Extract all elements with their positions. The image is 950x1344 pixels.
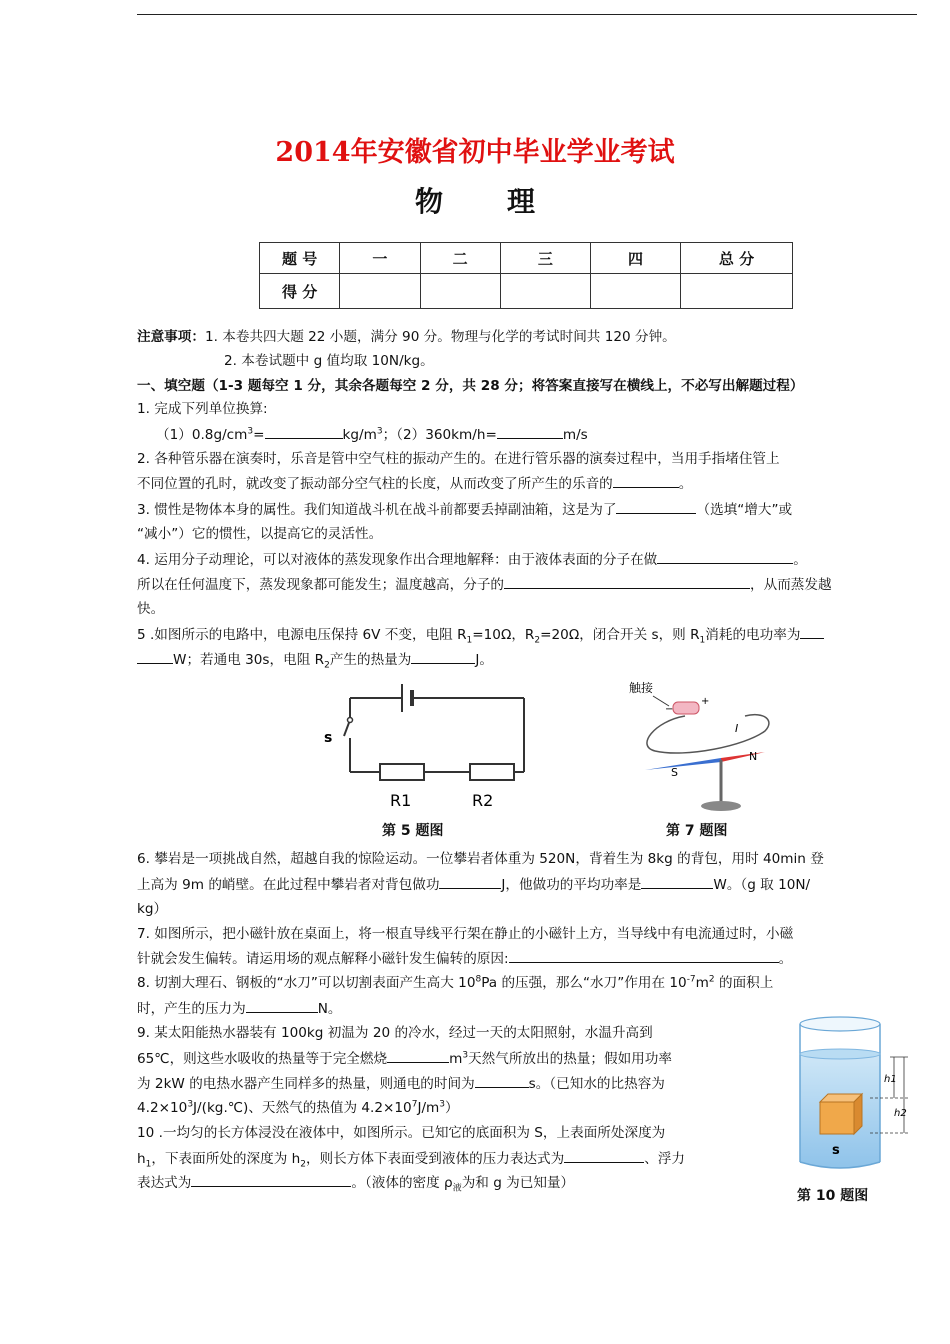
q8-sup: 2 bbox=[708, 974, 715, 985]
q5-sub: 1 bbox=[466, 635, 473, 646]
liquid-surface bbox=[800, 1049, 880, 1059]
score-cell bbox=[500, 274, 590, 309]
question-1-line-1: 1. 完成下列单位换算: bbox=[137, 401, 268, 417]
q7-text: 针就会发生偏转。请运用场的观点解释小磁针发生偏转的原因: bbox=[137, 951, 509, 967]
q10-sub: 2 bbox=[300, 1159, 306, 1170]
figure-7-compass bbox=[625, 676, 785, 816]
q7-text: 。 bbox=[778, 951, 793, 967]
switch-contact bbox=[348, 718, 353, 723]
q5-text: =10Ω，R bbox=[472, 627, 535, 643]
resistor-r2 bbox=[470, 764, 514, 780]
touch-label: 触接 bbox=[629, 681, 654, 695]
q8-text: 时，产生的压力为 bbox=[137, 1001, 246, 1017]
question-8-line-2 bbox=[137, 998, 342, 1019]
q5-text: J。 bbox=[475, 652, 493, 668]
score-cell bbox=[420, 274, 500, 309]
score-header-cell: 题 号 bbox=[260, 243, 340, 274]
score-header-cell: 二 bbox=[420, 243, 500, 274]
q5-text: 消耗的电功率为 bbox=[705, 627, 801, 643]
question-4-line-1 bbox=[137, 549, 807, 570]
q4-text: 所以在任何温度下，蒸发现象都可能发生；温度越高，分子的 bbox=[137, 577, 505, 593]
score-cell bbox=[681, 274, 793, 309]
current-label: I bbox=[735, 722, 739, 735]
question-3-line-2: “减小”）它的惯性，以提高它的灵活性。 bbox=[137, 526, 383, 542]
south-label: S bbox=[671, 766, 678, 779]
top-rule bbox=[137, 14, 917, 15]
notes-item-1: 1. 本卷共四大题 22 小题，满分 90 分。物理与化学的考试时间共 120 分钟。 bbox=[204, 329, 676, 345]
q6-text: J，他做功的平均功率是 bbox=[501, 877, 642, 893]
wire-loop bbox=[647, 715, 769, 753]
score-table-header-row bbox=[260, 243, 793, 274]
score-table bbox=[259, 242, 793, 309]
figure-10-caption: 第 10 题图 bbox=[797, 1188, 869, 1204]
question-9-line-4 bbox=[137, 1098, 459, 1118]
q1-answer-blank-2[interactable] bbox=[497, 424, 563, 439]
q9-text: ） bbox=[445, 1100, 459, 1116]
q6-text: W。（g 取 10N/ bbox=[713, 877, 811, 893]
question-9-line-3 bbox=[137, 1073, 665, 1094]
score-cell bbox=[590, 274, 680, 309]
q4-text: 。 bbox=[793, 552, 807, 568]
score-row-label: 得 分 bbox=[260, 274, 340, 309]
q5-sub: 2 bbox=[534, 635, 541, 646]
h1-label: h1 bbox=[884, 1074, 897, 1085]
area-label: s bbox=[832, 1143, 840, 1158]
q10-text: 表达式为 bbox=[137, 1175, 192, 1191]
figure-7-caption: 第 7 题图 bbox=[666, 823, 728, 839]
q8-text: Pa 的压强，那么“水刀”作用在 10 bbox=[481, 975, 687, 991]
q10-text: 为和 g 为已知量） bbox=[461, 1175, 575, 1191]
score-header-cell: 一 bbox=[340, 243, 420, 274]
q10-answer-blank-2[interactable] bbox=[191, 1172, 351, 1187]
q5-text: =20Ω，闭合开关 s，则 R bbox=[540, 627, 700, 643]
q6-answer-blank-1[interactable] bbox=[439, 874, 501, 889]
score-header-cell: 总 分 bbox=[681, 243, 793, 274]
question-4-line-2 bbox=[137, 574, 832, 595]
q3-text: （选填“增大”或 bbox=[696, 502, 793, 518]
q10-sub: 液 bbox=[452, 1183, 462, 1194]
question-8-line-1 bbox=[137, 973, 773, 993]
score-header-cell: 三 bbox=[500, 243, 590, 274]
q1-sup: 3 bbox=[376, 426, 383, 437]
resistor-r1 bbox=[380, 764, 424, 780]
q8-text: 8. 切割大理石、钢板的“水刀”可以切割表面产生高大 10 bbox=[137, 975, 476, 991]
q9-text: J/m bbox=[417, 1100, 440, 1116]
q8-answer-blank[interactable] bbox=[246, 998, 318, 1013]
q5-sub: 2 bbox=[324, 660, 330, 671]
needle-north bbox=[721, 752, 765, 762]
question-9-line-1: 9. 某太阳能热水器装有 100kg 初温为 20 的冷水，经过一天的太阳照射，水温升高到 bbox=[137, 1025, 653, 1041]
q10-text: 、浮力 bbox=[644, 1151, 686, 1167]
q8-sup: -7 bbox=[686, 974, 696, 985]
q6-answer-blank-2[interactable] bbox=[641, 874, 713, 889]
subject-char-2: 理 bbox=[507, 185, 536, 218]
switch-label: s bbox=[324, 730, 333, 746]
q1-text: = bbox=[253, 427, 265, 443]
q4-answer-blank-2[interactable] bbox=[504, 574, 750, 589]
q10-text: ，下表面所处的深度为 h bbox=[151, 1151, 301, 1167]
question-2-line-1: 2. 各种管乐器在演奏时，乐音是管中空气柱的振动产生的。在进行管乐器的演奏过程中，当用手指堵住管上 bbox=[137, 451, 780, 467]
question-7-line-1: 7. 如图所示，把小磁针放在桌面上，将一根直导线平行架在静止的小磁针上方，当导线中有电流通过时，小磁 bbox=[137, 926, 794, 942]
q1-sup: 3 bbox=[247, 426, 254, 437]
block-front bbox=[820, 1102, 854, 1134]
q5-text: W；若通电 30s，电阻 R bbox=[173, 652, 325, 668]
q9-text: 天然气所放出的热量；假如用功率 bbox=[468, 1051, 672, 1067]
q10-sub: 1 bbox=[145, 1159, 152, 1170]
q10-text: 。（液体的密度 ρ bbox=[351, 1175, 453, 1191]
minus-label: − bbox=[665, 704, 674, 715]
q3-answer-blank[interactable] bbox=[616, 499, 696, 514]
q9-text: m bbox=[449, 1051, 463, 1067]
figure-10-beaker bbox=[790, 1012, 920, 1192]
q1-text: ；（2）360km/h= bbox=[382, 427, 497, 443]
notes-label: 注意事项： bbox=[137, 329, 205, 345]
battery-icon bbox=[673, 702, 699, 714]
q9-answer-blank-2[interactable] bbox=[475, 1073, 529, 1088]
q5-text: 5 .如图所示的电路中，电源电压保持 6V 不变，电阻 R bbox=[137, 627, 467, 643]
figure-5-caption: 第 5 题图 bbox=[382, 823, 444, 839]
q6-text: 上高为 9m 的峭壁。在此过程中攀岩者对背包做功 bbox=[137, 877, 440, 893]
q2-answer-blank[interactable] bbox=[613, 473, 679, 488]
q5-answer-blank-1b[interactable] bbox=[137, 649, 173, 664]
beaker-rim bbox=[800, 1017, 880, 1031]
question-9-line-2 bbox=[137, 1048, 672, 1069]
q5-sub: 1 bbox=[699, 635, 706, 646]
q2-text: 。 bbox=[678, 476, 693, 492]
r1-label: R1 bbox=[390, 791, 412, 810]
q2-text: 不同位置的孔时，就改变了振动部分空气柱的长度，从而改变了所产生的乐音的 bbox=[137, 476, 613, 492]
compass-base bbox=[701, 801, 741, 811]
subject-title bbox=[0, 180, 950, 220]
q9-text: 为 2kW 的电热水器产生同样多的热量，则通电的时间为 bbox=[137, 1076, 475, 1092]
question-7-line-2 bbox=[137, 948, 792, 969]
question-3-line-1 bbox=[137, 499, 792, 520]
question-2-line-2 bbox=[137, 473, 692, 494]
q1-answer-blank-1[interactable] bbox=[265, 424, 343, 439]
question-1-line-2 bbox=[156, 424, 588, 445]
q9-sup: 3 bbox=[187, 1099, 194, 1110]
q8-text: 的面积上 bbox=[714, 975, 774, 991]
q9-sup: 3 bbox=[462, 1050, 469, 1061]
q9-text: 4.2×10 bbox=[137, 1100, 188, 1116]
notes-item-2: 2. 本卷试题中 g 值均取 10N/kg。 bbox=[224, 353, 434, 369]
score-table-score-row bbox=[260, 274, 793, 309]
subject-char-1: 物 bbox=[414, 185, 443, 218]
q1-text: （1）0.8g/cm bbox=[156, 427, 248, 443]
h2-label: h2 bbox=[894, 1108, 907, 1119]
q9-sup: 3 bbox=[439, 1099, 446, 1110]
q8-text: N。 bbox=[317, 1001, 342, 1017]
section-1-heading: 一、填空题（1-3 题每空 1 分，其余各题每空 2 分，共 28 分；将答案直接写在横线上，不必写出解题过程） bbox=[137, 378, 804, 394]
score-header-cell: 四 bbox=[590, 243, 680, 274]
question-4-line-3: 快。 bbox=[137, 601, 165, 617]
question-10-line-2 bbox=[137, 1148, 685, 1169]
q8-sup: 8 bbox=[475, 974, 482, 985]
north-label: N bbox=[749, 750, 758, 763]
q1-text: m/s bbox=[562, 427, 588, 443]
needle-south bbox=[645, 758, 721, 770]
q9-text: s。（已知水的比热容为 bbox=[528, 1076, 665, 1092]
q4-answer-blank-1[interactable] bbox=[657, 549, 793, 564]
question-6-line-2 bbox=[137, 874, 810, 895]
q9-text: J/(kg.℃)、天然气的热值为 4.2×10 bbox=[193, 1100, 412, 1116]
q3-text: 3. 惯性是物体本身的属性。我们知道战斗机在战斗前都要丢掉副油箱，这是为了 bbox=[137, 502, 617, 518]
figure-5-circuit bbox=[310, 676, 550, 816]
q5-text: 产生的热量为 bbox=[329, 652, 412, 668]
question-6-line-1: 6. 攀岩是一项挑战自然，超越自我的惊险运动。一位攀岩者体重为 520N，背着生为 8kg 的背包，用时 40min 登 bbox=[137, 851, 824, 867]
q10-answer-blank-1[interactable] bbox=[564, 1148, 644, 1163]
q4-text: 4. 运用分子动理论，可以对液体的蒸发现象作出合理地解释：由于液体表面的分子在做 bbox=[137, 552, 658, 568]
q10-text: h bbox=[137, 1151, 146, 1167]
question-5-line-2 bbox=[137, 649, 493, 670]
q5-answer-blank-2[interactable] bbox=[411, 649, 475, 664]
q9-text: 65℃，则这些水吸收的热量等于完全燃烧 bbox=[137, 1051, 388, 1067]
q9-sup: 7 bbox=[411, 1099, 418, 1110]
plus-label: + bbox=[701, 696, 710, 707]
q9-answer-blank-1[interactable] bbox=[387, 1048, 449, 1063]
q4-text: ，从而蒸发越 bbox=[750, 577, 832, 593]
question-10-line-1: 10 .一均匀的长方体浸没在液体中，如图所示。已知它的底面积为 S，上表面所处深度为 bbox=[137, 1125, 666, 1141]
notes-line-1 bbox=[137, 327, 676, 347]
question-10-line-3 bbox=[137, 1172, 574, 1193]
q1-text: kg/m bbox=[342, 427, 377, 443]
r2-label: R2 bbox=[472, 791, 494, 810]
q7-answer-blank[interactable] bbox=[509, 948, 779, 963]
q10-text: ，则长方体下表面受到液体的压力表达式为 bbox=[305, 1151, 565, 1167]
q8-text: m bbox=[695, 975, 709, 991]
score-cell bbox=[340, 274, 420, 309]
question-5-line-1 bbox=[137, 624, 824, 645]
question-6-line-3: kg） bbox=[137, 901, 168, 917]
exam-title: 2014年安徽省初中毕业学业考试 bbox=[275, 137, 675, 168]
q5-answer-blank-1a[interactable] bbox=[800, 624, 824, 639]
